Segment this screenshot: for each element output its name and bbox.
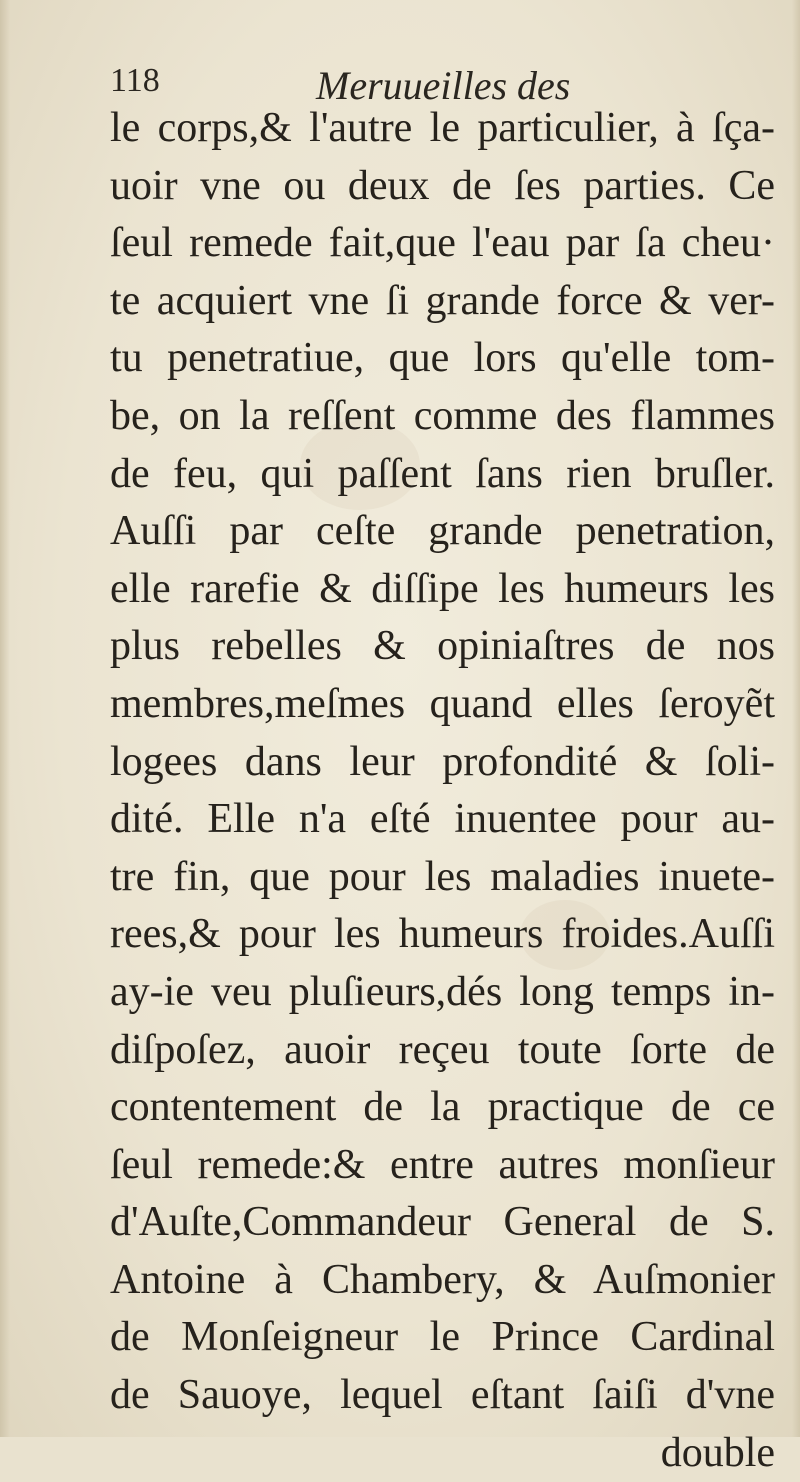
text-line: Antoine à Chambery, & Auſmonier bbox=[110, 1256, 775, 1303]
text-line: logees dans leur profondité & ſoli- bbox=[110, 738, 775, 785]
text-line: Auſſi par ceſte grande penetration, bbox=[110, 508, 775, 555]
text-line: d'Auſte,Commandeur General de S. bbox=[110, 1199, 775, 1246]
text-line: uoir vne ou deux de ſes parties. Ce bbox=[110, 162, 775, 209]
text-line: tre fin, que pour les maladies inuete- bbox=[110, 853, 775, 900]
text-line: be, on la reſſent comme des flammes bbox=[110, 392, 775, 439]
text-line: ſeul remede fait,que l'eau par ſa cheu· bbox=[110, 220, 775, 267]
running-title: Meruueilles des bbox=[316, 63, 571, 108]
text-line: plus rebelles & opiniaſtres de nos bbox=[110, 623, 775, 670]
text-line: diſpoſez, auoir reçeu toute ſorte de bbox=[110, 1026, 775, 1073]
text-line: dité. Elle n'a eſté inuentee pour au- bbox=[110, 796, 775, 843]
text-line: contentement de la practique de ce bbox=[110, 1084, 775, 1131]
page-number: 118 bbox=[110, 62, 160, 99]
text-line: de feu, qui paſſent ſans rien bruſler. bbox=[110, 450, 775, 497]
text-line: le corps,& l'autre le particulier, à ſça- bbox=[110, 105, 775, 151]
text-line: de Monſeigneur le Prince Cardinal bbox=[110, 1314, 775, 1361]
text-line: de Sauoye, lequel eſtant ſaiſi d'vne bbox=[110, 1372, 775, 1419]
body-text bbox=[110, 100, 775, 1482]
text-line: te acquiert vne ſi grande force & ver- bbox=[110, 277, 775, 324]
text-line: ay-ie veu pluſieurs,dés long temps in- bbox=[110, 968, 775, 1015]
catchword: double bbox=[660, 1429, 775, 1476]
page-left-edge-shadow bbox=[0, 0, 10, 1437]
text-line: elle rarefie & diſſipe les humeurs les bbox=[110, 565, 775, 612]
text-line: membres,meſmes quand elles ſeroyẽt bbox=[110, 680, 775, 727]
page-right-edge-shadow bbox=[792, 0, 800, 1437]
text-line: ſeul remede:& entre autres monſieur bbox=[110, 1141, 775, 1188]
text-line: tu penetratiue, que lors qu'elle tom- bbox=[110, 335, 775, 382]
text-line: rees,& pour les humeurs froides.Auſſi bbox=[110, 911, 775, 958]
